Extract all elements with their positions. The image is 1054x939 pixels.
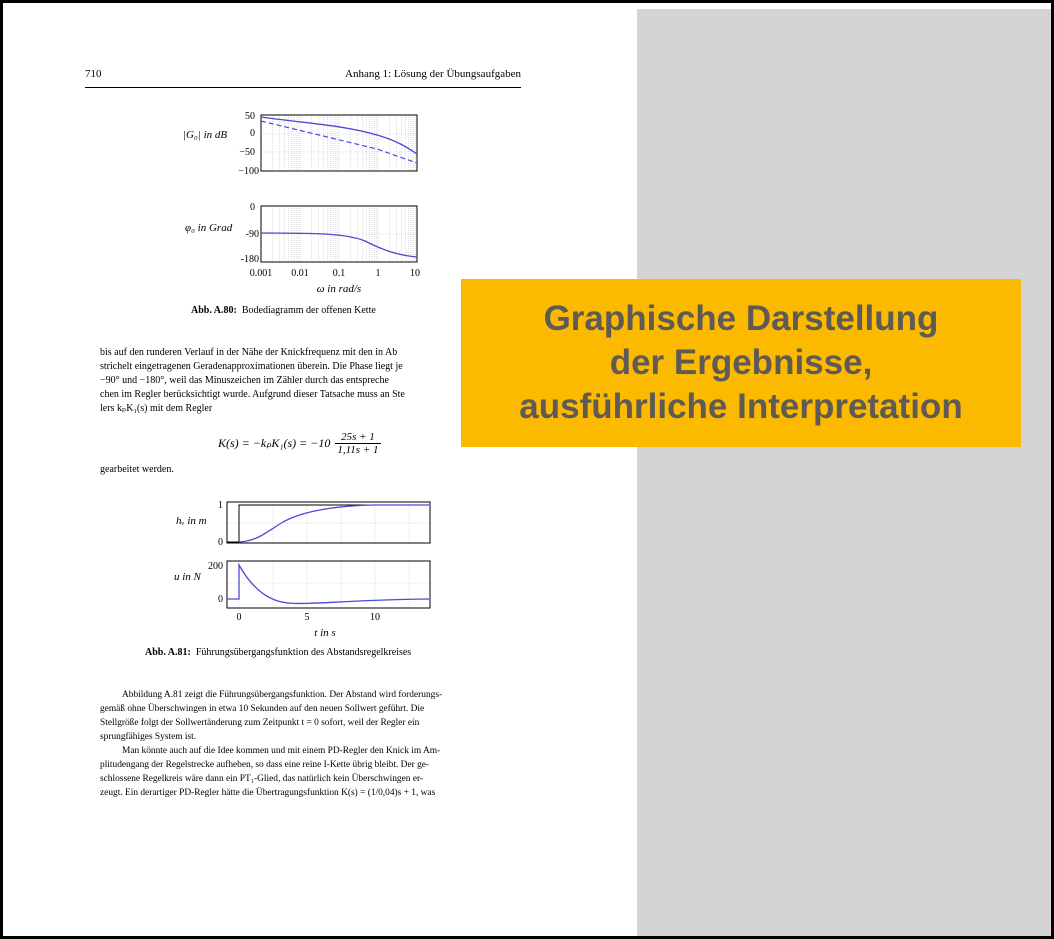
controller-formula <box>218 431 381 456</box>
u-response <box>227 565 429 603</box>
body-line: −90° und −180°, weil das Minuszeichen im Zähler durch das entspreche <box>100 375 389 386</box>
mag-tick-0: 0 <box>250 128 255 139</box>
callout-line-3: ausführliche Interpretation <box>519 387 963 426</box>
side-panel <box>637 9 1051 936</box>
phase-grid <box>261 206 417 262</box>
body-line: lers kₚK₁(s) mit dem Regler <box>100 403 213 414</box>
x-tick-0.001: 0.001 <box>249 268 273 279</box>
header-rule <box>85 87 521 88</box>
body-line: Stellgröße folgt der Sollwertänderung zum Zeitpunkt t = 0 sofort, weil der Regler ein <box>100 718 420 728</box>
running-head: Anhang 1: Lösung der Übungsaufgaben <box>345 68 521 80</box>
step-response-plot <box>163 493 453 643</box>
phase-tick-minus180: -180 <box>240 254 259 265</box>
body-paragraph-2 <box>100 688 442 800</box>
book-page <box>3 3 637 936</box>
figure-a80-label: Abb. A.80: <box>191 305 237 316</box>
h-tick-1: 1 <box>218 500 223 511</box>
formula-numerator: 25s + 1 <box>335 431 380 444</box>
u-grid <box>227 561 430 608</box>
mag-tick-minus50: −50 <box>239 147 255 158</box>
phase-tick-0: 0 <box>250 202 255 213</box>
body-line: bis auf den runderen Verlauf in der Nähe der Knickfrequenz mit den in Ab <box>100 347 398 358</box>
body-line: chen im Regler berücksichtigt wurde. Aufgrund dieser Tatsache muss an Ste <box>100 389 405 400</box>
u-tick-200: 200 <box>208 561 223 572</box>
body-line: strichelt eingetragenen Geradenapproximationen überein. Die Phase liegt je <box>100 361 403 372</box>
body-line: sprungfähiges System ist. <box>100 732 197 742</box>
step-xlabel: t in s <box>314 627 336 639</box>
t-tick-5: 5 <box>304 612 310 623</box>
formula-denominator: 1,11s + 1 <box>337 444 379 456</box>
callout-box <box>461 279 1021 447</box>
h-response <box>239 505 429 542</box>
body-line: Man könnte auch auf die Idee kommen und mit einem PD-Regler den Knick im Am- <box>122 746 441 756</box>
figure-a81-caption <box>145 647 411 658</box>
mag-tick-50: 50 <box>245 111 255 122</box>
body-after-formula: gearbeitet werden. <box>100 464 174 475</box>
figure-a80-caption <box>191 305 376 316</box>
phase-tick-minus90: -90 <box>245 229 259 240</box>
x-tick-0.01: 0.01 <box>291 268 309 279</box>
h-ylabel: hᵥ in m <box>176 515 207 527</box>
magnitude-ylabel: |G₀| in dB <box>183 129 228 141</box>
phase-ylabel: φ₀ in Grad <box>185 222 233 234</box>
h-tick-0: 0 <box>218 537 223 548</box>
body-line: Abbildung A.81 zeigt die Führungsübergangsfunktion. Der Abstand wird forderungs- <box>122 690 443 700</box>
t-tick-0: 0 <box>236 612 242 623</box>
body-line: zeugt. Ein derartiger PD-Regler hätte die Übertragungsfunktion K(s) = (1/0,04)s + 1, was <box>100 788 436 798</box>
mag-tick-minus100: −100 <box>238 166 259 177</box>
bode-diagram <box>153 103 443 303</box>
body-line: schlossene Regelkreis wäre dann ein PT₁-Glied, das natürlich kein Überschwingen er- <box>100 774 424 784</box>
x-tick-0.1: 0.1 <box>332 268 346 279</box>
figure-a80-text: Bodediagramm der offenen Kette <box>241 305 376 316</box>
x-tick-1: 1 <box>375 268 381 279</box>
u-axes <box>227 561 430 608</box>
x-tick-10: 10 <box>410 268 420 279</box>
figure-a81-label: Abb. A.81: <box>145 647 191 658</box>
t-tick-10: 10 <box>370 612 380 623</box>
formula-lhs: K(s) = −kₚK₁(s) = −10 <box>218 436 331 450</box>
callout-line-2: der Ergebnisse, <box>609 343 873 382</box>
bode-xlabel: ω in rad/s <box>316 283 362 295</box>
callout-line-1: Graphische Darstellung <box>543 299 939 338</box>
body-line: plitudengang der Regelstrecke aufheben, so dass eine reine I-Kette übrig bleibt. Der ge- <box>100 760 430 770</box>
figure-a81-text: Führungsübergangsfunktion des Abstandsregelkreises <box>195 647 412 658</box>
magnitude-grid <box>261 115 417 171</box>
h-setpoint <box>227 505 429 542</box>
body-line: gemäß ohne Überschwingen in etwa 10 Sekunden auf den neuen Sollwert geführt. Die <box>100 704 425 714</box>
page-number: 710 <box>85 68 102 80</box>
body-paragraph-1 <box>100 346 405 416</box>
u-ylabel: u in N <box>174 571 201 583</box>
u-tick-0: 0 <box>218 594 223 605</box>
